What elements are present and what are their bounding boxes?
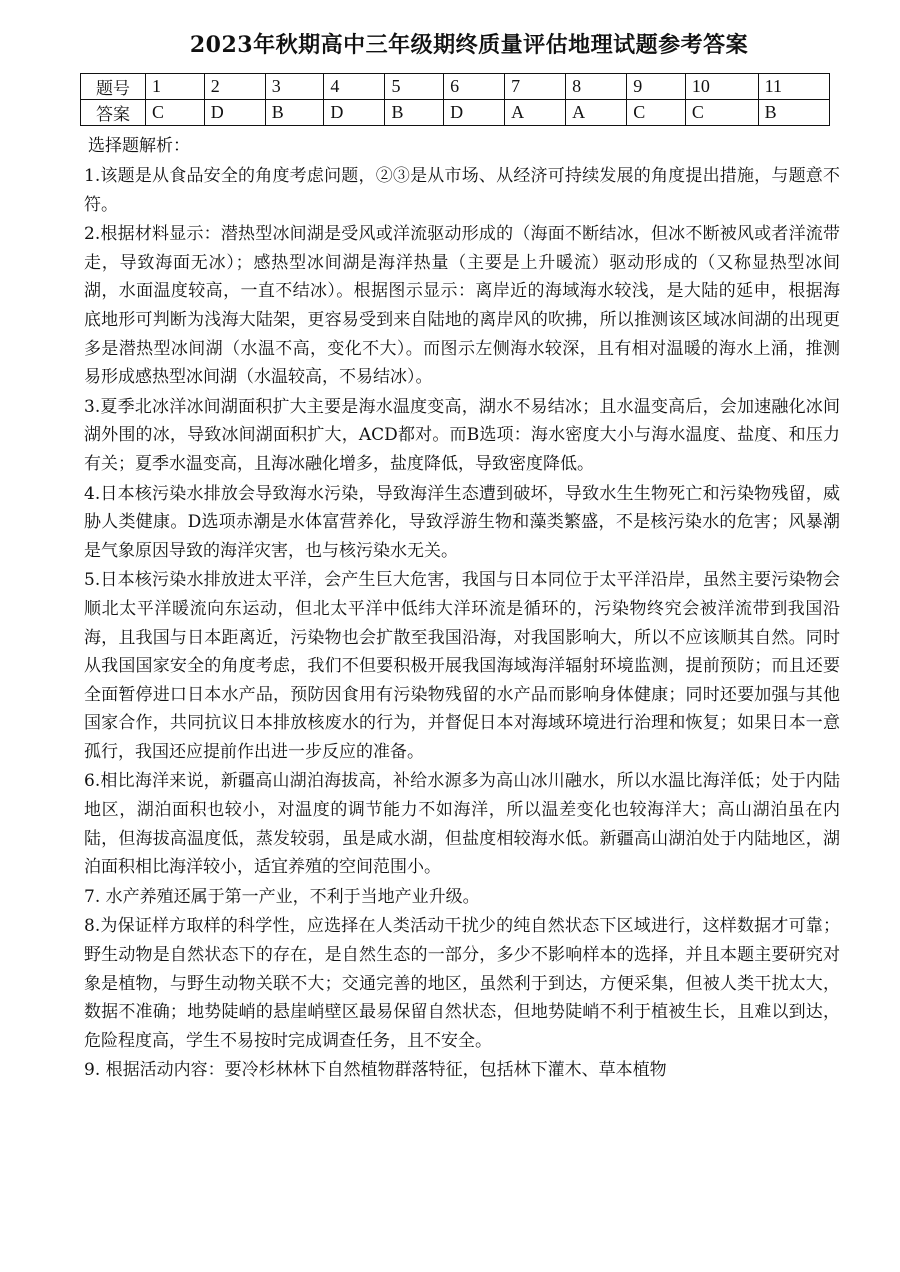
question-number-cell: 1 [146,74,205,100]
question-number-cell: 4 [324,74,385,100]
question-number-cell: 7 [505,74,566,100]
question-number-cell: 5 [385,74,444,100]
answer-cell: D [444,100,505,126]
answer-cell: C [146,100,205,126]
question-number-cell: 3 [265,74,324,100]
question-number-cell: 6 [444,74,505,100]
answer-cell: D [204,100,265,126]
question-number-cell: 11 [758,74,829,100]
analysis-paragraph-2: 2.根据材料显示：潜热型冰间湖是受风或洋流驱动形成的（海面不断结冰，但冰不断被风或者洋流带走，导致海面无冰）；感热型冰间湖是海洋热量（主要是上升暖流）驱动形成的（又称显热型冰间湖，水面温度较高，一直不结冰）。根据图示显示：离岸近的海域海水较浅，是大陆的延申，根据海底地形可判断为浅海大陆架，更容易受到来自陆地的离岸风的吹拂，所以推测该区域冰间湖的出现更多是潜热型冰间湖（水温不高，变化不大）。而图示左侧海水较深，且有相对温暖的海水上涌，推测易形成感热型冰间湖（水温较高，不易结冰）。 [84,224,840,388]
answer-cell: C [627,100,686,126]
analysis-body [84,162,840,1085]
answer-cell: B [265,100,324,126]
question-number-cell: 9 [627,74,686,100]
answer-table [80,73,830,126]
question-number-cell: 8 [566,74,627,100]
answer-cell: C [685,100,758,126]
question-number-cell: 10 [685,74,758,100]
analysis-heading: 选择题解析： [88,136,190,156]
question-number-row [81,74,830,100]
answer-cell: B [758,100,829,126]
answer-cell: B [385,100,444,126]
question-number-label: 题号 [81,74,146,100]
analysis-paragraph-6: 6.相比海洋来说，新疆高山湖泊海拔高，补给水源多为高山冰川融水，所以水温比海洋低；处于内陆地区，湖泊面积也较小，对温度的调节能力不如海洋，所以温差变化也较海洋大；高山湖泊虽在内陆，但海拔高温度低，蒸发较弱，虽是咸水湖，但盐度相较海水低。新疆高山湖泊处于内陆地区，湖泊面积相比海洋较小，适宜养殖的空间范围小。 [84,771,840,878]
document-title: 2023年秋期高中三年级期终质量评估地理试题参考答案 [189,32,749,58]
answer-cell: A [566,100,627,126]
answer-row [81,100,830,126]
analysis-paragraph-5: 5.日本核污染水排放进太平洋，会产生巨大危害，我国与日本同位于太平洋沿岸，虽然主要污染物会顺北太平洋暖流向东运动，但北太平洋中低纬大洋环流是循环的，污染物终究会被洋流带到我国沿海，且我国与日本距离近，污染物也会扩散至我国沿海，对我国影响大，所以不应该顺其自然。同时从我国国家安全的角度考虑，我们不但要积极开展我国海域海洋辐射环境监测，提前预防；而且还要全面暂停进口日本水产品，预防因食用有污染物残留的水产品而影响身体健康；同时还要加强与其他国家合作，共同抗议日本排放核废水的行为，并督促日本对海域环境进行治理和恢复；如果日本一意孤行，我国还应提前作出进一步反应的准备。 [84,570,840,762]
analysis-paragraph-9: 9. 根据活动内容：要冷杉林林下自然植物群落特征，包括林下灌木、草本植物 [84,1060,667,1081]
answer-label: 答案 [81,100,146,126]
analysis-paragraph-7: 7. 水产养殖还属于第一产业，不利于当地产业升级。 [84,886,480,907]
answer-cell: D [324,100,385,126]
analysis-paragraph-1: 1.该题是从食品安全的角度考虑问题，②③是从市场、从经济可持续发展的角度提出措施，与题意不符。 [84,166,840,215]
answer-cell: A [505,100,566,126]
analysis-paragraph-4: 4.日本核污染水排放会导致海水污染，导致海洋生态遭到破坏，导致水生生物死亡和污染物残留，威胁人类健康。D选项赤潮是水体富营养化，导致浮游生物和藻类繁盛，不是核污染水的危害；风暴潮是气象原因导致的海洋灾害，也与核污染水无关。 [84,483,840,561]
analysis-paragraph-3: 3.夏季北冰洋冰间湖面积扩大主要是海水温度变高，湖水不易结冰；且水温变高后，会加速融化冰间湖外围的冰，导致冰间湖面积扩大，ACD都对。而B选项：海水密度大小与海水温度、盐度、和压力有关；夏季水温变高，且海冰融化增多，盐度降低，导致密度降低。 [84,396,840,474]
analysis-paragraph-8: 8.为保证样方取样的科学性，应选择在人类活动干扰少的纯自然状态下区域进行，这样数据才可靠；野生动物是自然状态下的存在，是自然生态的一部分，多少不影响样本的选择，并且本题主要研究对象是植物，与野生动物关联不大；交通完善的地区，虽然利于到达，方便采集，但被人类干扰太大，数据不准确；地势陡峭的悬崖峭壁区最易保留自然状态，但地势陡峭不利于植被生长，且难以到达，危险程度高，学生不易按时完成调查任务，且不安全。 [84,916,840,1051]
question-number-cell: 2 [204,74,265,100]
